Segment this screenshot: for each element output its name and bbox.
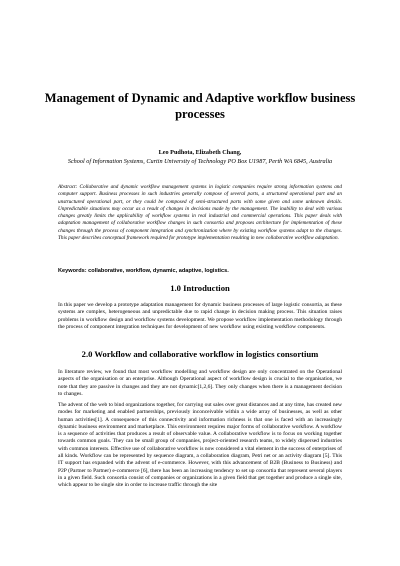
workflow-paragraph-1: In literature review, we found that most workflow modelling and workflow design are only concentrated on the Operational aspects of the organisation or an enterprise. Although Operational aspect of workflow design is crucial to the organisation, we note that they are passive in changes and they are not dynamic[1,2,6]. They only changes when there is a management decision to changes. [58,369,342,397]
abstract: Abstract: Collaborative and dynamic workflow management systems in logistic companies require strong information systems and computer support. Business processes in such industries generally compose of several parts, a structured operational part and an unstructured operational part, or they could be composed of semi-structured parts with some given and some unknown details. Unpredictable situations may occur as a result of changes in decisions made by the management. The inability to deal with various changes greatly limits the applicability of workflow systems in real industrial and commercial operations. This paper deals with adaptation management of collaborative workflow changes in such consortia and proposes architecture for implementation of these changes through the process of component integration and synchronization where by existing workflow systems adapt to the changes. This paper describes conceptual framework required for prototype implementation resulting in new collaborative workflow adaptation. [58,184,342,242]
paper-title: Management of Dynamic and Adaptive workflow business processes [44,91,356,121]
introduction-paragraph: In this paper we develop a prototype adaptation management for dynamic business processes of large logistic consortia, as these systems are complex, heterogeneous and unpredictable due to rapid change in decision making process. This situation raises problems in workflow design and workflow systems development. We propose workflow implementation methodology through the process of component integration techniques for development of new workflow using existing workflow components. [58,302,342,330]
keywords: Keywords: collaborative, workflow, dynamic, adaptive, logistics. [58,268,229,274]
section-heading-workflow: 2.0 Workflow and collaborative workflow in logistics consortium [81,349,319,359]
author-names: Leo Pudhota, Elizabeth Chang, [158,149,242,156]
section-heading-introduction: 1.0 Introduction [170,283,230,293]
author-block [30,149,370,166]
author-affiliation: School of Information Systems, Curtin University of Technology PO Box U1987, Perth WA 6845, Australia [67,157,333,165]
workflow-paragraph-2: The advent of the web to bind organizations together, for carrying out sales over great distances and at any time, has created new modes for marketing and enabled partnerships, previously inconceivable within a wide array of businesses, as well as other human activities[1]. A consequence of this connectivity and information richness is that one is faced with an increasingly dynamic business environment and marketplace. This environment requires major forms of collaborative workflow. A workflow is a sequence of activities that produces a result of observable value. A collaborative workflow is to focus on working together towards common goals. They can be small group of companies, project-oriented research teams, to widely dispersed industries with common interests. Effective use of collaborative workflow is now considered a vital element in the success of enterprises of all kinds. Workflow can be represented by sequence diagram, a collaboration diagram, Petri net or an activity diagram [5]. This IT support has expanded with the advent of e-commerce. However, with this advancement of B2B (Business to Business) and P2P (Partner to Partner) e-commerce [6], there has been an increasing tendency to set up consortia that represent several players in a given field. Such consortia consist of companies or organizations in a given field that get together and produce a single site, which appear to be single site in order to increase traffic through the site [58,402,342,489]
